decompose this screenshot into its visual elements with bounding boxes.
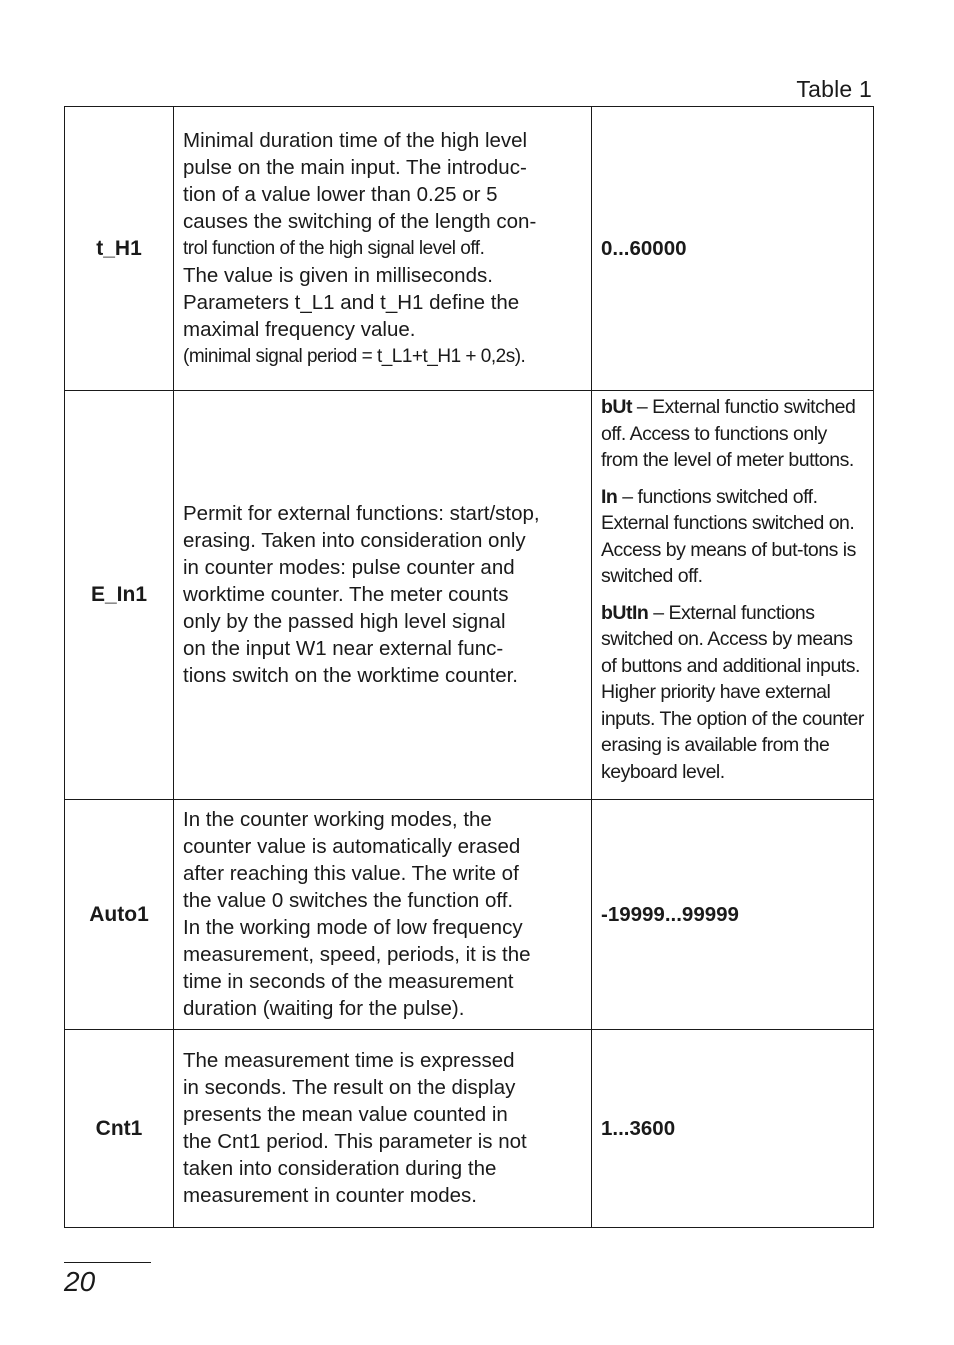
desc-line: Permit for external functions: start/stop,: [183, 502, 540, 525]
page-number: 20: [64, 1266, 96, 1297]
parameters-table: [64, 106, 874, 1228]
option-code: bUt: [601, 396, 632, 418]
param-description: [174, 391, 592, 800]
param-range: 1...3600: [592, 1030, 874, 1228]
desc-line: Parameters t_L1 and t_H1 define the: [183, 290, 520, 314]
desc-line: erasing. Taken into consideration only: [183, 529, 526, 552]
desc-line: only by the passed high level signal: [183, 610, 506, 633]
param-name: Auto1: [65, 800, 174, 1030]
option-code: bUtIn: [601, 601, 649, 624]
desc-line: trol function of the high signal level off.: [183, 237, 485, 259]
desc-line: after reaching this value. The write of: [183, 862, 519, 885]
param-name: E_In1: [65, 391, 174, 800]
desc-line: maximal frequency value.: [183, 317, 416, 341]
table-row: [65, 1030, 874, 1228]
table-row: [65, 800, 874, 1030]
desc-line: on the input W1 near external func-: [183, 637, 504, 660]
desc-line: In the working mode of low frequency: [183, 916, 523, 939]
option-butin: [601, 600, 864, 786]
desc-line: The value is given in milliseconds.: [183, 263, 493, 287]
desc-line: measurement in counter modes.: [183, 1184, 477, 1207]
desc-line: The measurement time is expressed: [183, 1049, 515, 1072]
option-text: – External functions switched on. Access by means of buttons and additional inputs. Higher priority have external inputs. The option of the counter erasing is available from the keyboard level.: [601, 601, 864, 783]
desc-line: counter value is automatically erased: [183, 835, 521, 858]
desc-line: (minimal signal period = t_L1+t_H1 + 0,2s).: [183, 345, 526, 367]
option-text: – functions switched off. External functions switched on. Access by means of but-tons is switched off.: [601, 485, 856, 587]
option-in: [601, 484, 864, 590]
desc-line: causes the switching of the length con-: [183, 209, 537, 233]
param-description: [174, 800, 592, 1030]
table-caption: Table 1: [796, 76, 872, 102]
desc-line: tions switch on the worktime counter.: [183, 664, 518, 687]
desc-line: Minimal duration time of the high level: [183, 128, 528, 152]
desc-line: In the counter working modes, the: [183, 808, 492, 831]
desc-line: pulse on the main input. The introduc-: [183, 155, 527, 179]
table-row: [65, 391, 874, 800]
param-name: Cnt1: [65, 1030, 174, 1228]
desc-line: worktime counter. The meter counts: [183, 583, 509, 606]
option-but: [601, 394, 864, 474]
desc-line: the value 0 switches the function off.: [183, 889, 514, 912]
desc-line: taken into consideration during the: [183, 1157, 497, 1180]
desc-line: time in seconds of the measurement: [183, 970, 514, 993]
param-range: 0...60000: [592, 107, 874, 391]
param-options: [592, 391, 874, 800]
desc-line: the Cnt1 period. This parameter is not: [183, 1130, 527, 1153]
desc-line: in seconds. The result on the display: [183, 1076, 516, 1099]
option-code: In: [601, 485, 618, 508]
param-description: [174, 1030, 592, 1228]
desc-line: in counter modes: pulse counter and: [183, 556, 515, 579]
footer-rule: [64, 1262, 151, 1263]
option-text: – External functio switched off. Access to functions only from the level of meter buttons.: [601, 396, 856, 471]
param-range: -19999...99999: [592, 800, 874, 1030]
param-name: t_H1: [65, 107, 174, 391]
param-description: [174, 107, 592, 391]
desc-line: presents the mean value counted in: [183, 1103, 508, 1126]
desc-line: duration (waiting for the pulse).: [183, 997, 465, 1020]
table-row: [65, 107, 874, 391]
desc-line: tion of a value lower than 0.25 or 5: [183, 182, 498, 206]
desc-line: measurement, speed, periods, it is the: [183, 943, 531, 966]
